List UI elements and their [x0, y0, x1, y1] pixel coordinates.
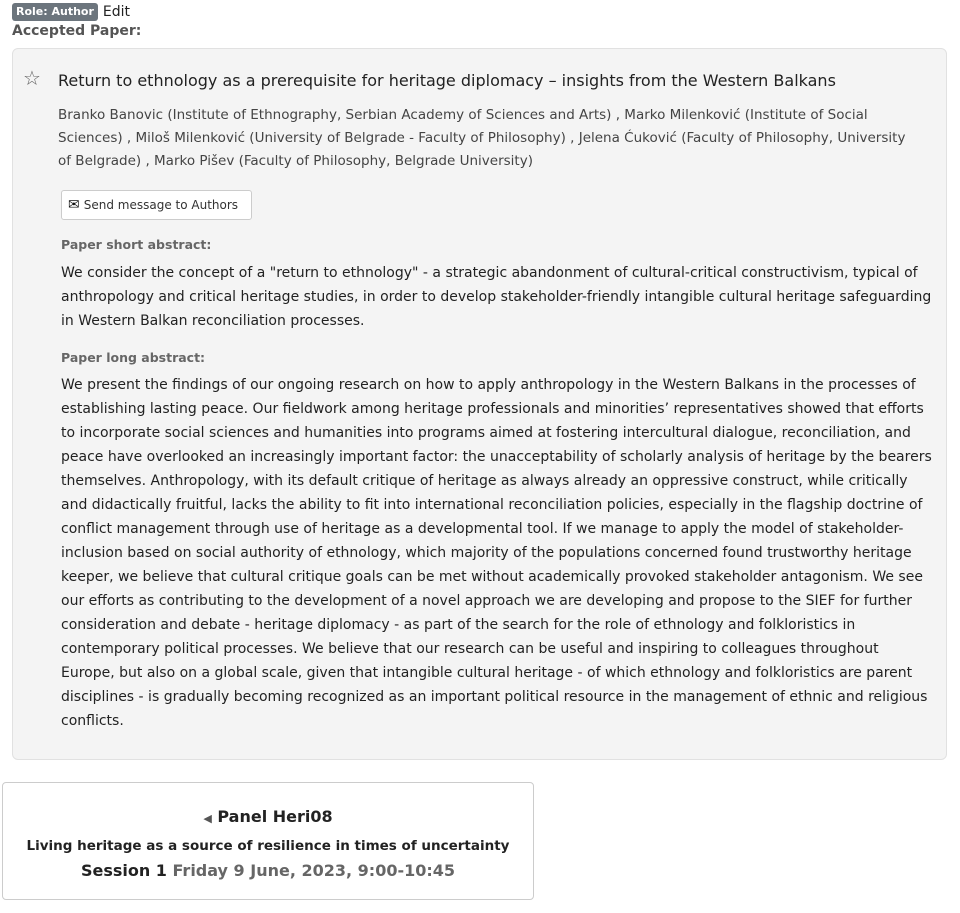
short-abstract-text: We consider the concept of a "return to ethnology" - a strategic abandonment of cultural-critical constructivism, typical of anthropology and critical heritage studies, in order to develop stakeholder-friendly intangible cultural heritage safeguarding in Western Balkan reconciliation processes.	[61, 265, 932, 329]
paper-authors: Branko Banovic (Institute of Ethnography, Serbian Academy of Sciences and Arts) , Marko Milenković (Institute of Social Sciences) , Miloš Milenković (University of Belgrade - Faculty of Philosophy) , Jelena Ćuković (Faculty of Philosophy, University of Belgrade) , Marko Pišev (Faculty of Philosophy, Belgrade University)	[58, 107, 906, 169]
caret-left-icon: ◀	[203, 812, 212, 825]
paper-card	[12, 48, 947, 760]
short-abstract-label: Paper short abstract:	[61, 237, 212, 252]
panel-card	[2, 782, 534, 900]
panel-title-link[interactable]	[3, 807, 533, 826]
edit-link[interactable]: Edit	[102, 4, 131, 20]
envelope-icon: ✉	[68, 197, 80, 213]
accepted-paper-heading: Accepted Paper:	[12, 23, 142, 39]
send-message-button[interactable]	[61, 190, 252, 220]
send-message-label: Send message to Authors	[83, 198, 239, 212]
role-badge: Role: Author	[12, 3, 98, 21]
star-outline-icon[interactable]: ☆	[23, 66, 41, 90]
session-time: Friday 9 June, 2023, 9:00-10:45	[172, 861, 456, 880]
panel-subtitle: Living heritage as a source of resilience in times of uncertainty	[26, 838, 510, 854]
session-line	[3, 861, 533, 880]
session-label: Session 1	[80, 861, 167, 880]
long-abstract-label: Paper long abstract:	[61, 350, 206, 365]
top-bar	[12, 2, 130, 22]
panel-title: Panel Heri08	[217, 807, 333, 826]
long-abstract-text: We present the findings of our ongoing research on how to apply anthropology in the Western Balkans in the processes of establishing lasting peace. Our fieldwork among heritage professionals and minorities’ representatives showed that efforts to incorporate social sciences and humanities into programs aimed at fostering intercultural dialogue, reconciliation, and peace have overlooked an increasingly important factor: the unacceptability of scholarly analysis of heritage by the bearers themselves. Anthropology, with its default critique of heritage as always already an oppressive construct, while critically and didactically fruitful, lacks the ability to fit into international reconciliation policies, especially in the flagship doctrine of conflict management through use of heritage as a developmental tool. If we manage to apply the model of stakeholder-inclusion based on social authority of ethnology, which majority of the populations concerned found trustworthy heritage keeper, we believe that cultural critique goals can be met without academically provoked stakeholder antagonism. We see our efforts as contributing to the development of a novel approach we are developing and propose to the SIEF for further consideration and debate - heritage diplomacy - as part of the search for the role of ethnology and folkloristics in contemporary political processes. We believe that our research can be useful and inspiring to colleagues throughout Europe, but also on a global scale, given that intangible cultural heritage - of which ethnology and folkloristics are parent disciplines - is gradually becoming recognized as an important political resource in the management of ethnic and religious conflicts.	[61, 377, 932, 729]
paper-title: Return to ethnology as a prerequisite for heritage diplomacy – insights from the Western Balkans	[58, 71, 836, 90]
